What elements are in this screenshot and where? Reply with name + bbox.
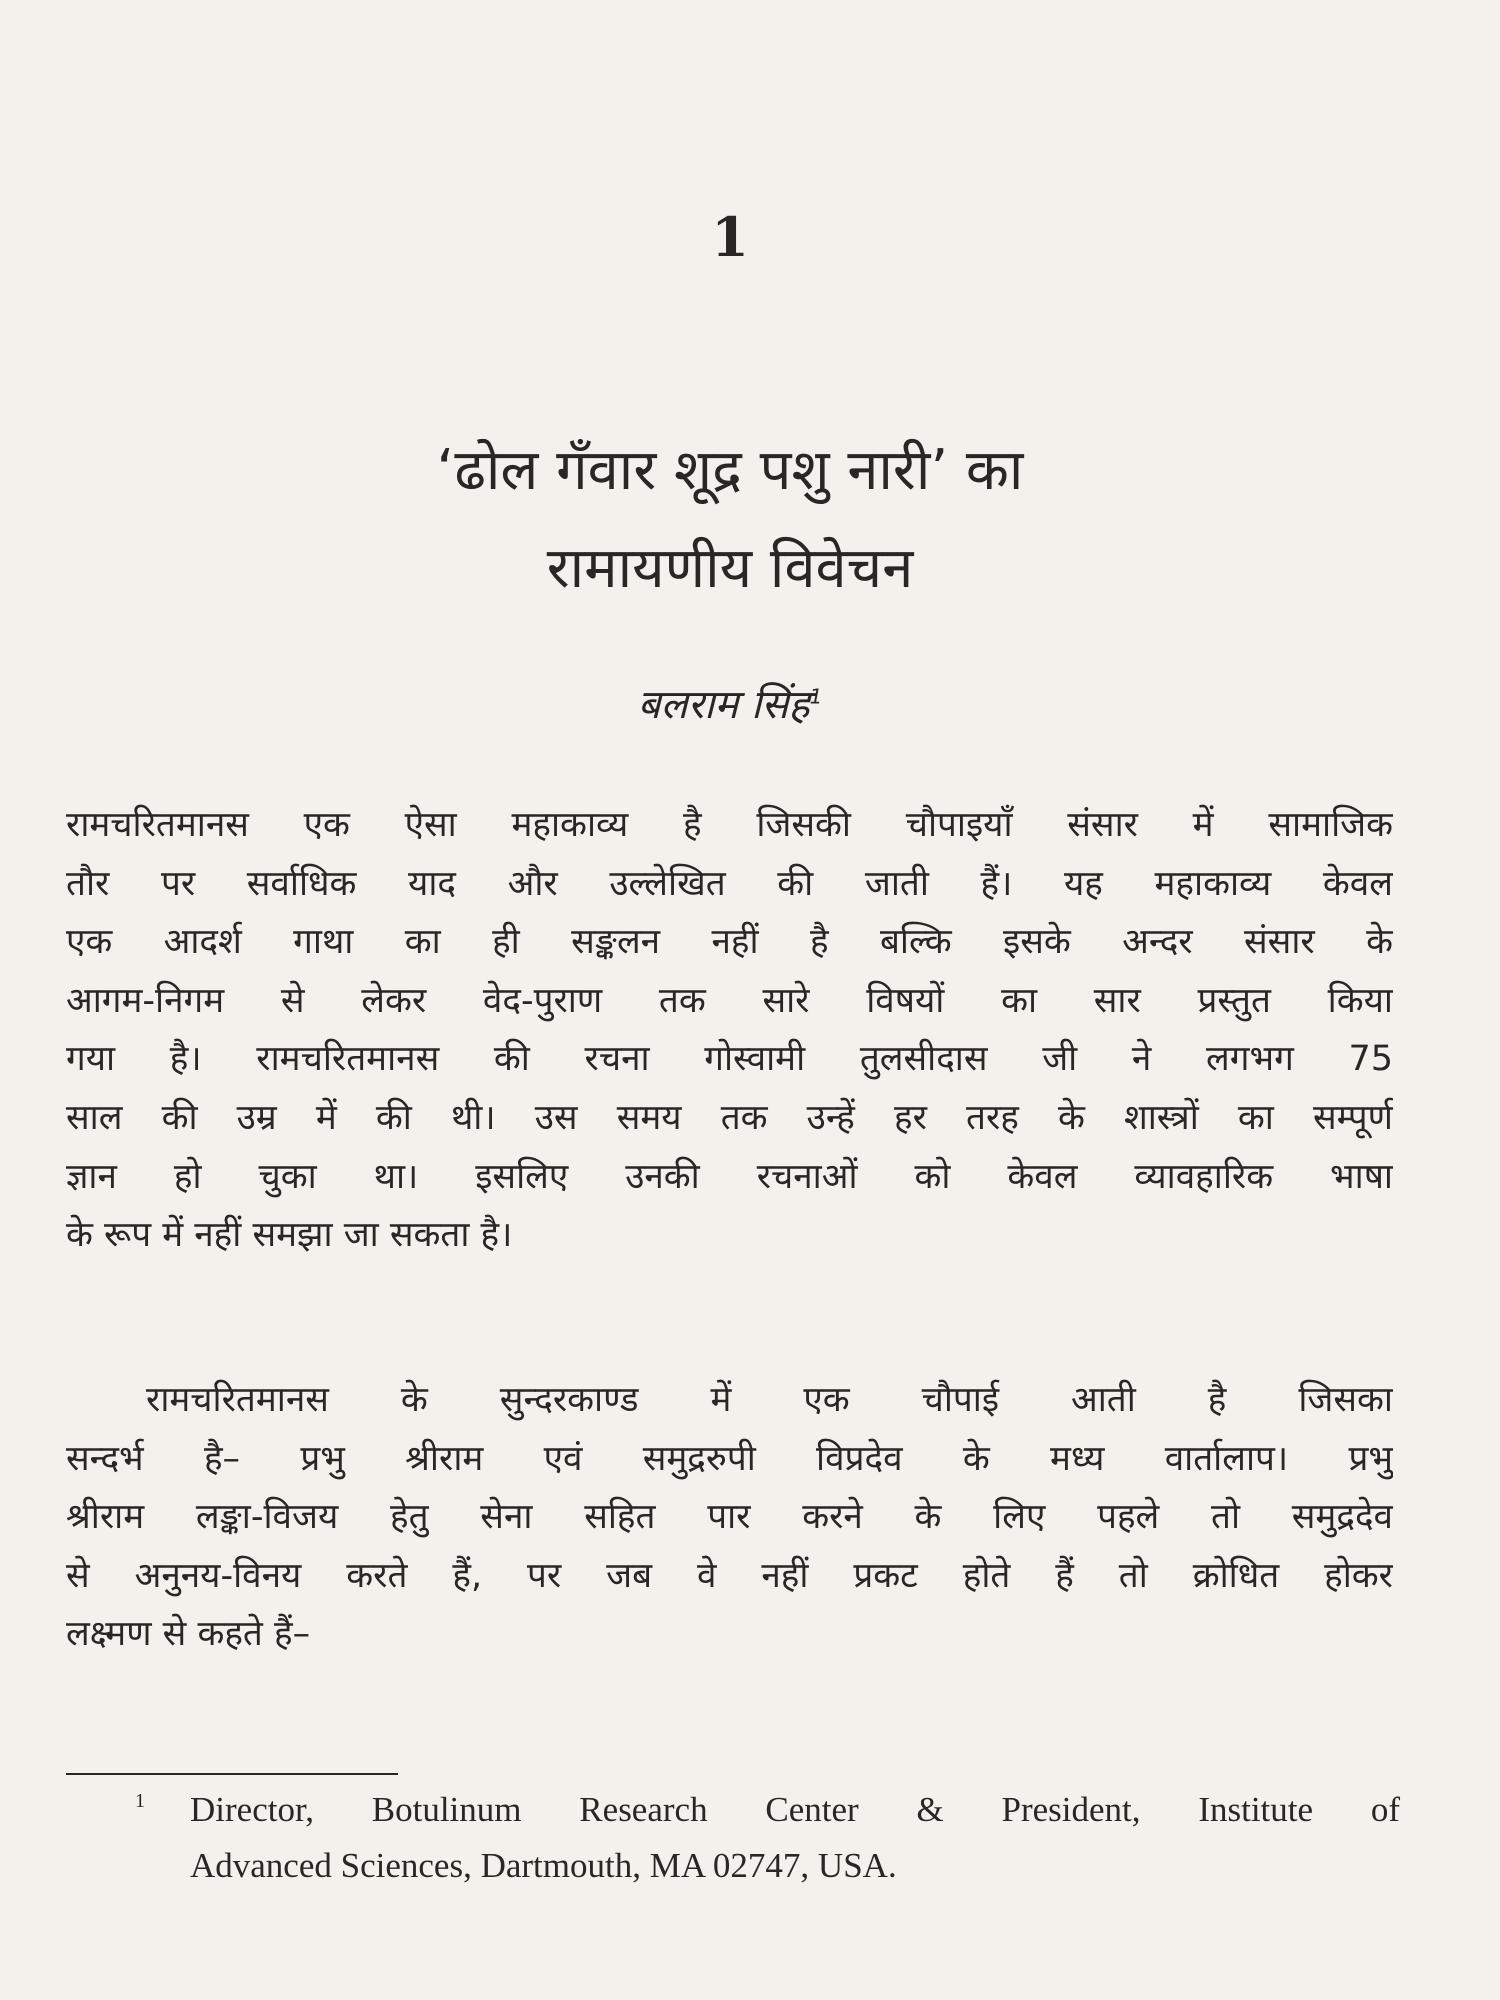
author-name [0, 675, 1460, 730]
paragraph-line: रामचरितमानस के सुन्दरकाण्ड में एक चौपाई आती है जिसका [146, 1380, 1393, 1420]
paragraph-line: से अनुनय-विनय करते हैं, पर जब वे नहीं प्रकट होते हैं तो क्रोधित होकर [66, 1555, 1393, 1596]
paragraph-line: के रूप में नहीं समझा जा सकता है। [66, 1215, 513, 1256]
paragraph-line: साल की उम्र में की थी। उस समय तक उन्हें हर तरह के शास्त्रों का सम्पूर्ण [66, 1098, 1393, 1138]
paragraph-line: गया है। रामचरितमानस की रचना गोस्वामी तुलसीदास जी ने लगभग 75 [66, 1039, 1393, 1080]
paragraph-line: आगम-निगम से लेकर वेद-पुराण तक सारे विषयों का सार प्रस्तुत किया [66, 980, 1393, 1021]
paragraph-line: रामचरितमानस एक ऐसा महाकाव्य है जिसकी चौपाइयाँ संसार में सामाजिक [66, 805, 1393, 845]
paragraph-line: श्रीराम लङ्का-विजय हेतु सेना सहित पार करने के लिए पहले तो समुद्रदेव [66, 1497, 1393, 1538]
paragraph-line: ज्ञान हो चुका था। इसलिए उनकी रचनाओं को केवल व्यावहारिक भाषा [66, 1156, 1393, 1197]
chapter-title-line-2: रामायणीय विवेचन [546, 536, 914, 601]
footnote-number: 1 [135, 1790, 145, 1812]
paragraph-line: लक्ष्मण से कहते हैं– [66, 1614, 311, 1655]
paragraph-line: सन्दर्भ है– प्रभु श्रीराम एवं समुद्ररुपी विप्रदेव के मध्य वार्तालाप। प्रभु [66, 1438, 1393, 1479]
chapter-title-line-1: ‘ढोल गँवार शूद्र पशु नारी’ का [436, 438, 1024, 503]
footnote-mark: 1 [809, 684, 823, 709]
paragraph-line: एक आदर्श गाथा का ही सङ्कलन नहीं है बल्कि इसके अन्दर संसार के [66, 922, 1393, 963]
footnote-divider [66, 1773, 398, 1775]
footnote-line: Advanced Sciences, Dartmouth, MA 02747, USA. [190, 1846, 897, 1885]
author-name-text: बलराम सिंह [637, 682, 810, 728]
paragraph-line: तौर पर सर्वाधिक याद और उल्लेखित की जाती हैं। यह महाकाव्य केवल [66, 863, 1393, 904]
footnote-line: Director, Botulinum Research Center & President, Institute of [190, 1790, 1400, 1829]
chapter-number: 1 [711, 205, 749, 269]
